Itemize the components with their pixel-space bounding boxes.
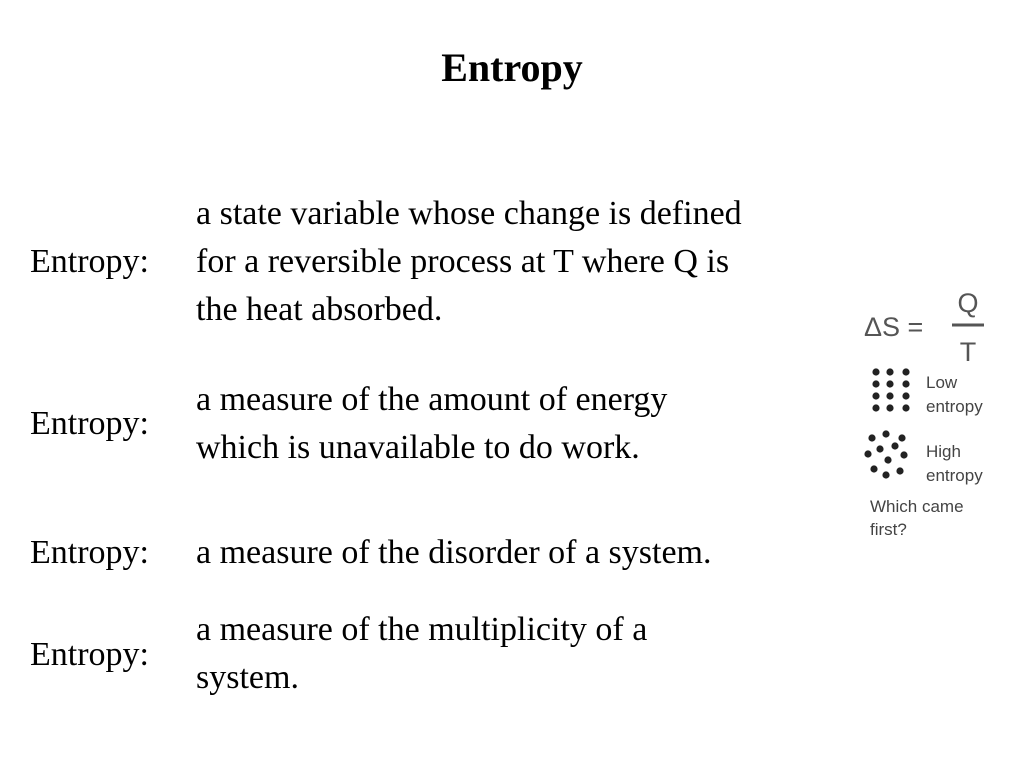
equation-lhs: ΔS = xyxy=(864,312,924,342)
entropy-illustration xyxy=(862,286,1012,546)
definition-term-2: Entropy: xyxy=(30,405,149,442)
definition-term-4: Entropy: xyxy=(30,636,149,673)
definition-text-1 xyxy=(196,190,846,334)
low-entropy-dots xyxy=(872,368,909,411)
equation-numerator: Q xyxy=(957,288,979,318)
definition-line: a state variable whose change is defined xyxy=(196,195,742,232)
definition-line: a measure of the disorder of a system. xyxy=(196,534,712,571)
high-entropy-dots xyxy=(864,430,907,478)
low-entropy-label-2: entropy xyxy=(926,397,983,416)
definition-text-3 xyxy=(196,529,846,577)
question-line-1: Which came xyxy=(870,497,964,516)
definition-line: the heat absorbed. xyxy=(196,291,443,328)
definition-line: a measure of the multiplicity of a xyxy=(196,611,648,648)
definition-text-4 xyxy=(196,606,846,702)
slide-title: Entropy xyxy=(441,45,583,90)
question-line-2: first? xyxy=(870,520,907,539)
definition-term-1: Entropy: xyxy=(30,243,149,280)
high-entropy-label-2: entropy xyxy=(926,466,983,485)
entropy-illustration-svg xyxy=(862,286,1012,546)
definition-line: which is unavailable to do work. xyxy=(196,429,640,466)
high-entropy-label-1: High xyxy=(926,442,961,461)
equation-denominator: T xyxy=(959,337,977,367)
low-entropy-label-1: Low xyxy=(926,373,958,392)
definition-text-2 xyxy=(196,376,846,472)
definition-line: for a reversible process at T where Q is xyxy=(196,243,730,280)
definition-line: system. xyxy=(196,659,299,696)
definition-line: a measure of the amount of energy xyxy=(196,381,668,418)
definition-term-3: Entropy: xyxy=(30,534,149,571)
